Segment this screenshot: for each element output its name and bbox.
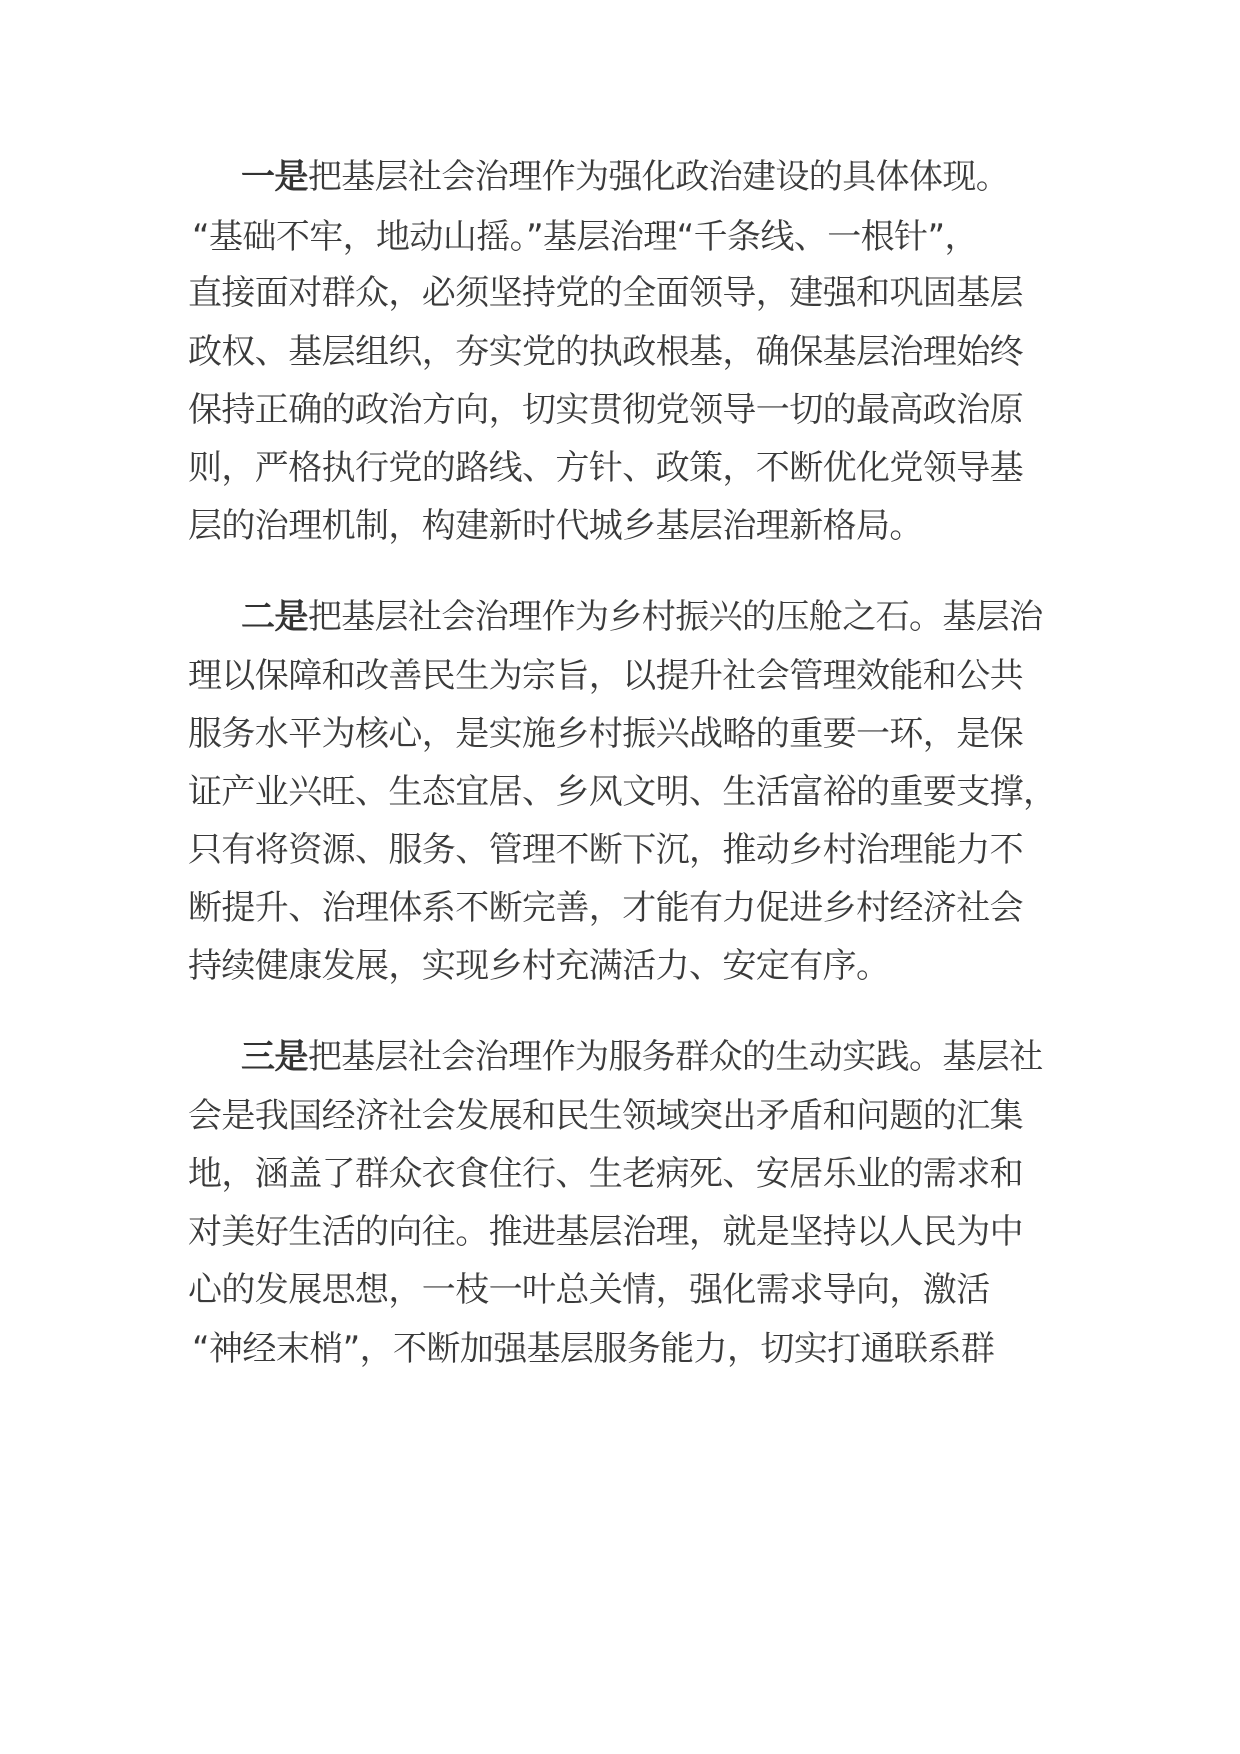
paragraph-line: 地，涵盖了群众衣食住行、生老病死、安居乐业的需求和 [188,1154,1023,1194]
paragraph-line: 层的治理机制，构建新时代城乡基层治理新格局。 [188,506,923,546]
paragraph-lead: 一是 [241,157,308,197]
paragraph-line: 直接面对群众，必须坚持党的全面领导，建强和巩固基层 [188,273,1023,313]
paragraph-line: 证产业兴旺、生态宜居、乡风文明、生活富裕的重要支撑， [188,772,1057,812]
paragraph-line: 则，严格执行党的路线、方针、政策，不断优化党领导基 [188,448,1023,488]
paragraph-line: 只有将资源、服务、管理不断下沉，推动乡村治理能力不 [188,830,1023,870]
paragraph-line: 政权、基层组织，夯实党的执政根基，确保基层治理始终 [188,332,1023,372]
paragraph-line: 服务水平为核心，是实施乡村振兴战略的重要一环，是保 [188,714,1023,754]
paragraph-line: 三是把基层社会治理作为服务群众的生动实践。基层社 [241,1037,1043,1077]
paragraph-line: “神经末梢”，不断加强基层服务能力，切实打通联系群 [192,1329,995,1369]
paragraph-line: 对美好生活的向往。推进基层治理，就是坚持以人民为中 [188,1212,1023,1252]
paragraph-line: 二是把基层社会治理作为乡村振兴的压舱之石。基层治 [241,597,1043,637]
paragraph-line: 保持正确的政治方向，切实贯彻党领导一切的最高政治原 [188,390,1023,430]
paragraph-lead: 三是 [241,1037,308,1077]
paragraph-lead: 二是 [241,597,308,637]
paragraph-line: 会是我国经济社会发展和民生领域突出矛盾和问题的汇集 [188,1096,1023,1136]
paragraph-line: 心的发展思想，一枝一叶总关情，强化需求导向，激活 [188,1270,990,1310]
paragraph-line: “基础不牢，地动山摇。”基层治理“千条线、一根针”， [192,217,978,257]
paragraph-line: 断提升、治理体系不断完善，才能有力促进乡村经济社会 [188,888,1023,928]
paragraph-line: 持续健康发展，实现乡村充满活力、安定有序。 [188,946,890,986]
paragraph-line: 一是把基层社会治理作为强化政治建设的具体体现。 [241,157,1010,197]
paragraph-line: 理以保障和改善民生为宗旨，以提升社会管理效能和公共 [188,656,1023,696]
